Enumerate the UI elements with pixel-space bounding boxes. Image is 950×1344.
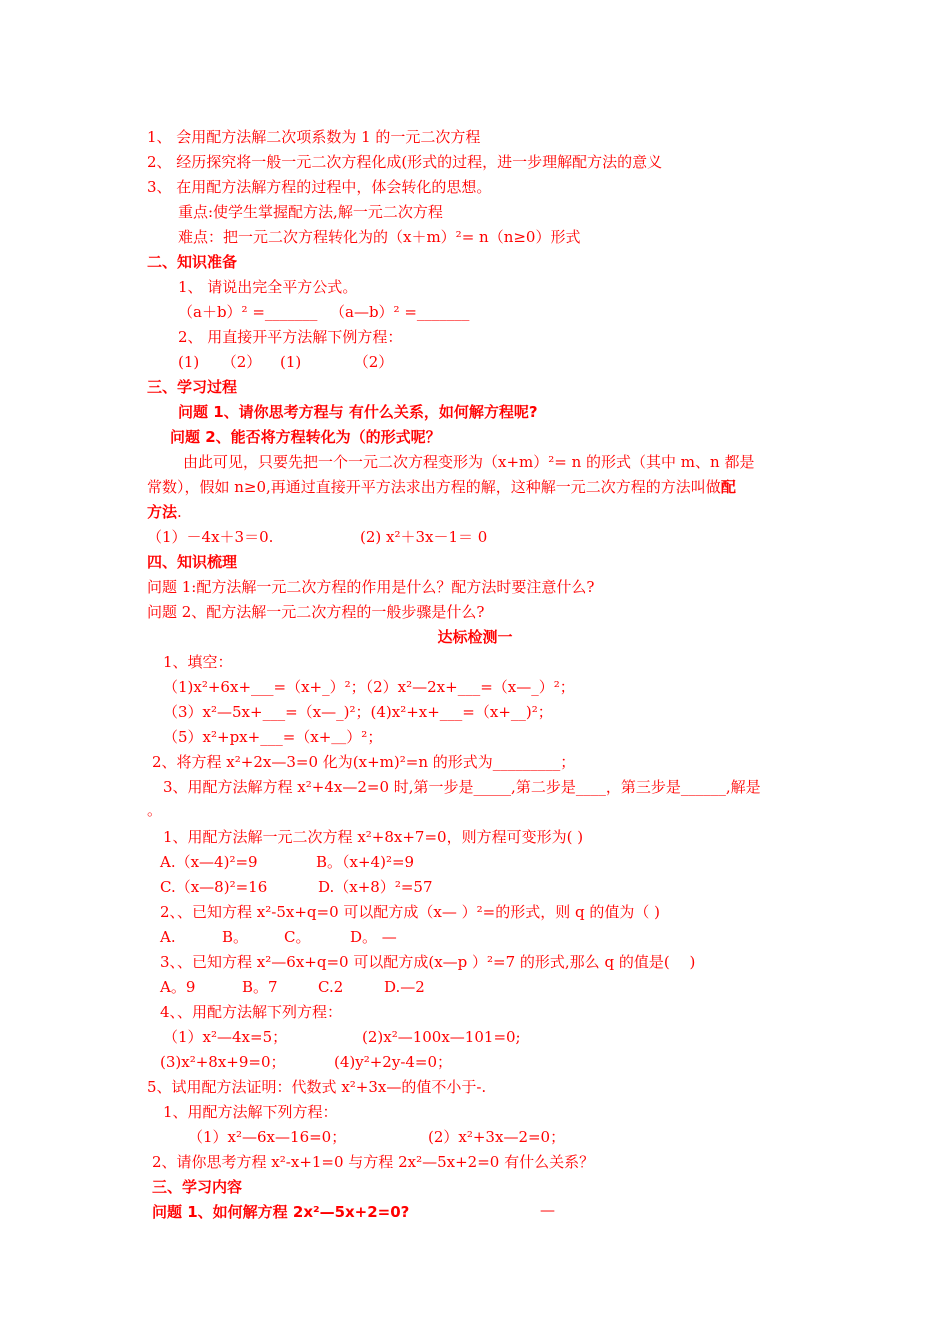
mc-2-option-c: C。 xyxy=(284,928,311,946)
solve-1-eq-2: (2）x²+3x—2=0； xyxy=(428,1128,566,1146)
mc-2-option-a: A. xyxy=(160,928,176,946)
mc-2-option-b: B。 xyxy=(222,928,249,946)
fill-heading: 1、填空： xyxy=(163,653,233,671)
test-q3-end: 。 xyxy=(147,801,163,819)
mc-3-option-d: D.—2 xyxy=(384,978,425,996)
example-1: （1）－4x＋3＝0. xyxy=(147,528,274,546)
mc-2: 2、、已知方程 x²-5x+q=0 可以配方成（x— ）²=的形式，则 q 的值为（ ) xyxy=(160,903,660,921)
mc-4-eq-1: （1）x²—4x=5； xyxy=(163,1028,288,1046)
formula-a: （a＋b）² =_______ xyxy=(178,303,318,321)
paragraph-line-2 xyxy=(147,477,736,497)
goal-1: 1、 会用配方法解二次项系数为 1 的一元二次方程 xyxy=(147,128,481,146)
question-2: 问题 2、能否将方程转化为（的形式呢？ xyxy=(170,428,441,446)
sqrt-items-a: (1) （2） xyxy=(178,353,262,371)
mc-3-option-c: C.2 xyxy=(318,978,344,996)
section-2-q1: 1、 请说出完全平方公式。 xyxy=(178,278,358,296)
paragraph-line-1: 由此可见，只要先把一个一元二次方程变形为（x+m）²= n 的形式（其中 m、n 都是 xyxy=(183,453,755,471)
test-title: 达标检测一 xyxy=(437,628,513,646)
paragraph-line-3 xyxy=(147,502,182,522)
difficult-point: 难点：把一元二次方程转化为的（x＋m）²= n（n≥0）形式 xyxy=(178,228,581,246)
mc-4-eq-2: (2)x²—100x—101=0; xyxy=(362,1028,521,1046)
mc-4: 4、、用配方法解下列方程： xyxy=(160,1003,343,1021)
key-point: 重点:使学生掌握配方法,解一元二次方程 xyxy=(178,203,443,221)
term-fangfa: 方法 xyxy=(147,503,178,521)
section-4-heading: 四、知识梳理 xyxy=(147,553,238,571)
fill-1: （1)x²+6x+___=（x+_）²；（2）x²—2x+___=（x—_）²； xyxy=(163,678,575,696)
mc-1: 1、用配方法解一元二次方程 x²+8x+7=0，则方程可变形为( ) xyxy=(163,828,584,846)
solve-1: 1、用配方法解下列方程： xyxy=(163,1103,338,1121)
paragraph-line-2-text: 常数），假如 n≥0,再通过直接开平方法求出方程的解，这种解一元二次方程的方法叫做 xyxy=(147,478,721,496)
mc-3: 3、、已知方程 x²—6x+q=0 可以配方成(x—p ）²=7 的形式,那么 q 的值是( ) xyxy=(160,953,696,971)
solve-2: 2、请你思考方程 x²-x+1=0 与方程 2x²—5x+2=0 有什么关系？ xyxy=(152,1153,595,1171)
mc-1-option-d: D.（x+8）²=57 xyxy=(318,878,433,896)
goal-2: 2、 经历探究将一般一元二次方程化成(形式的过程，进一步理解配方法的意义 xyxy=(147,153,663,171)
mc-3-option-a: A。9 xyxy=(160,978,196,996)
mc-4-eq-3: (3)x²+8x+9=0； xyxy=(160,1053,286,1071)
fill-2: （3）x²—5x+___=（x—_)²；(4)x²+x+___=（x+__)²； xyxy=(163,703,553,721)
mc-4-eq-4: (4)y²+2y-4=0； xyxy=(334,1053,453,1071)
section-4-q2: 问题 2、配方法解一元二次方程的一般步骤是什么? xyxy=(147,603,485,621)
test-q3: 3、用配方法解方程 x²+4x—2=0 时,第一步是_____,第二步是____，第三步是______,解是 xyxy=(163,778,761,796)
test-q2: 2、将方程 x²+2x—3=0 化为(x+m)²=n 的形式为_________； xyxy=(152,753,576,771)
section-2-heading: 二、知识准备 xyxy=(147,253,238,271)
formula-b: （a—b）² =_______ xyxy=(330,303,470,321)
mc-3-option-b: B。7 xyxy=(242,978,278,996)
mc-1-option-b: B。（x+4)²=9 xyxy=(316,853,415,871)
question-1: 问题 1、请你思考方程与 有什么关系，如何解方程呢? xyxy=(178,403,538,421)
section-3-heading: 三、学习过程 xyxy=(147,378,238,396)
mc-5: 5、试用配方法证明：代数式 x²+3x—的值不小于-. xyxy=(147,1078,487,1096)
section-4-q1: 问题 1:配方法解一元二次方程的作用是什么？配方法时要注意什么? xyxy=(147,578,595,596)
sqrt-items-b: (1) （2） xyxy=(280,353,394,371)
content-dash: — xyxy=(540,1201,555,1219)
term-pei: 配 xyxy=(720,478,736,496)
fill-3: （5）x²+px+___=（x+＿）²； xyxy=(163,728,383,746)
solve-1-eq-1: （1）x²—6x—16=0； xyxy=(188,1128,347,1146)
mc-1-option-c: C.（x—8)²=16 xyxy=(160,878,268,896)
paragraph-line-3-end: . xyxy=(177,503,182,521)
example-2: (2) x²＋3x－1＝ 0 xyxy=(360,528,488,546)
content-question-1: 问题 1、如何解方程 2x²—5x+2=0? xyxy=(152,1203,410,1221)
mc-2-option-d: D。 — xyxy=(350,928,397,946)
goal-3: 3、 在用配方法解方程的过程中，体会转化的思想。 xyxy=(147,178,492,196)
mc-1-option-a: A.（x—4)²=9 xyxy=(160,853,258,871)
section-2-q2: 2、 用直接开平方法解下例方程： xyxy=(178,328,403,346)
content-heading: 三、学习内容 xyxy=(152,1178,243,1196)
